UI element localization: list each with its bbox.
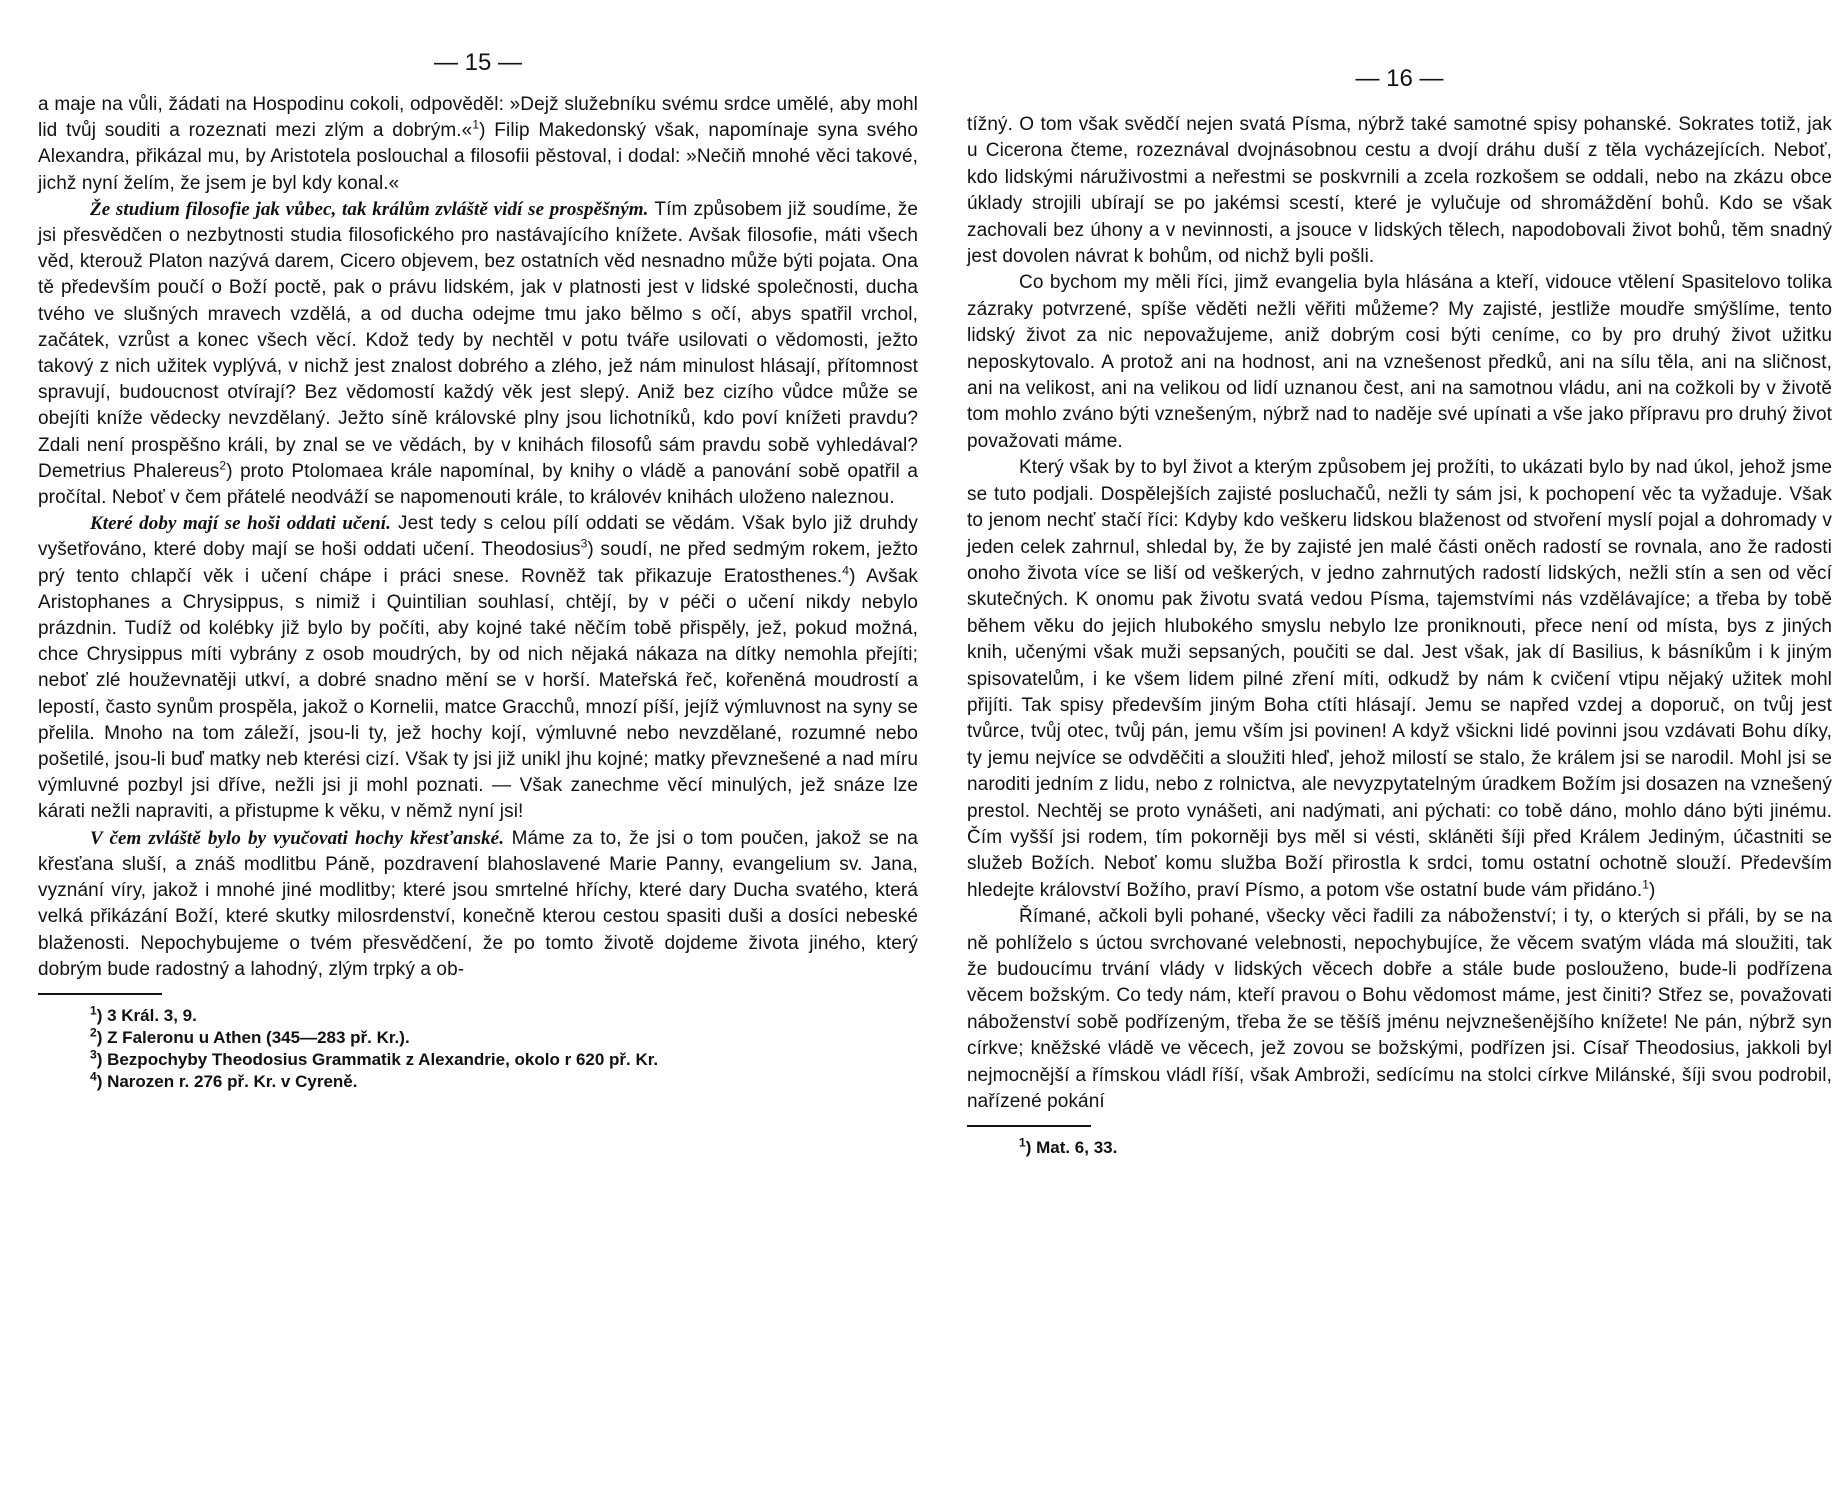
paragraph-text: Který však by to byl život a kterým způsobem jej prožíti, to ukázati bylo by nad úkol, jehož jsme se tuto podjali. Dospělejších zajisté posluchačů, nežli ty sám jsi, k pochopení věc ta vyžaduje. Však to jenom nechť stačí říci: Kdyby kdo veškeru lidskou blaženost od stvoření myslí pojal a dohromady v jeden celek zahrnul, shledal by, že by zajisté jen malé části oněch radostí se rovnala, ano že radosti onoho života více se liší od veškerých, v jedno zahrnutých radostí lidských, nežli stín a sen od věcí skutečných. K onomu pak životu svatá vedou Písma, tajemstvími nás vzdělávajíce; a třeba by tobě během věku do jejich hlubokého smyslu nebylo lze proniknouti, přece není od místa, bys z jiných knih, učenými však muži sepsaných, poučiti se dal. Jest však, jak dí Basilius, k básníkům i k jiným spisovatelům, i ke všem lidem pilné zření míti, odkudž by nám k cvičení vtipu nějaký užitek mohl přijíti. Tak spisy především jiným Boha ctíti hlásají. Jemu se napřed vzdej a doporuč, on tvůj jest tvůrce, tvůj otec, tvůj pán, jemu vším jsi povinen! A když všickni lidé povinni jsou vzdávati Bohu díky, ty jemu nejvíce se odvděčiti a sloužiti hleď, jehož milostí se stalo, že králem jsi se narodil. Mohl jsi se naroditi jedním z lidu, nebo z rolnictva, ale nevyzpytatelným úradkem Božím jsi dosazen na vznešený prestol. Nechtěj se proto vynášeti, ani nadýmati, ani pýchati: co tobě dáno, mohlo dáno býti jinému. Čím vyšší jsi rodem, tím pokorněji bys měl si vésti, skláněti šíji před Králem Jediným, účastniti se služeb Božích. Neboť komu služba Boží přirostla k srdci, tomu ostatní ochotně slouží. Především hledejte království Božího, praví Písmo, a potom vše ostatní bude vám přidáno. xyxy=(967,457,1832,901)
footnote-ref: 1 xyxy=(1642,877,1650,892)
footnote xyxy=(90,1005,918,1027)
paragraph-text: Máme za to, že jsi o tom poučen, jakož se na křesťana sluší, a znáš modlitbu Páně, pozdravení blahoslavené Marie Panny, evangelium sv. Jana, vyznání víry, jakož i mnohé jiné modlitby; které jsou smrtelné hříchy, které dary Ducha svatého, která velká přikázání Boží, které skutky milosrdenství, konečně kterou cestou spasiti duši a dosíci nebeské blaženosti. Nepochybujeme o tvém přesvědčení, že po tomto životě dojdeme života jiného, který dobrým bude radostný a lahodný, zlým trpký a ob- xyxy=(38,827,918,980)
paragraph xyxy=(38,826,918,983)
footnote xyxy=(90,1071,918,1093)
paragraph-text: ) proto Ptolomaea krále napomínal, by knihy o vládě a panování sobě opatřil a pročítal. Neboť v čem přátelé neodváží se napomenouti krále, to královév knihách uloženo naleznou. xyxy=(38,460,919,509)
paragraph-text: ) Avšak Aristophanes a Chrysippus, s nimiž i Quintilian souhlasí, chtějí, by v péči o učení nikdy nebylo prázdnin. Tudíž od kolébky již bylo by počíti, aby kojné také něčím tobě přispěly, jež, pokud možná, chce Chrysippus míti vybrány z osob moudrých, by od nich nějaká nákaza na dítky nemohla přejíti; neboť zlé houževnatěji utkví, a dobré snadno mění se v horší. Mateřská řeč, kořeněná moudrostí a lepostí, často synům prospěla, jakož o Kornelii, matce Gracchů, mnozí píší, jejíž výmluvnost na syny se přelila. Mnoho na tom záleží, jsou-li ty, jež hochy kojí, výmluvné nebo nevzdělané, rozumné nebo pošetilé, jsou-li buď matky neb kterési cizí. Však ty jsi již unikl jhu kojné; matky převznešené a nad míru výmluvné pozbyl jsi dříve, nežli jsi ji mohl poznati. — Však zanechme věcí minulých, jež snáze lze kárati nežli napraviti, a přistupme k věku, v němž nyní jsi! xyxy=(38,565,919,823)
footnote-ref: 1 xyxy=(472,117,480,132)
footnote-text: ) Narozen r. 276 př. Kr. v Cyreně. xyxy=(96,1071,358,1091)
paragraph-text: a maje na vůli, žádati na Hospodinu cokoli, odpověděl: »Dejž služebníku svému srdce umělé, aby mohl lid tvůj souditi a rozeznati mezi zlým a dobrým.« xyxy=(38,94,918,142)
footnote-mark: 1 xyxy=(1019,1135,1026,1150)
section-heading: V čem zvláště bylo by vyučovati hochy křesťanské. xyxy=(90,827,505,849)
paragraph-text: Tím způsobem již soudíme, že jsi přesvědčen o nezbytnosti studia filosofického pro nastávajícího knížete. Avšak filosofie, máti všech věd, kterouž Platon nazývá darem, Cicero objevem, bez ostatních věd nesnadno může býti pojata. Ona tě především poučí o Boží poctě, pak o právu lidském, jak v platnosti jest v lidské společnosti, ducha tvého ve slušných mravech vzdělá, a od ducha odejme tmu jako bělmo s očí, abys spatřil vrchol, začátek, vzrůst a konec všech věcí. Kdož tedy by nechtěl v potu tváře usilovati o vědomosti, ježto takový z nich užitek vyplývá, v nichž jest znalost dobrého a zlého, jež nám minulost hlásají, přítomnost spravují, budoucnost otvírají? Bez vědomostí každý věk jest slepý. Aniž bez cizího vůdce může se obejíti kníže vědecky nevzdělaný. Ježto síně královské plny jsou lichotníků, kdo poví knížeti pravdu? Zdali není prospěšno králi, by znal se ve vědách, by v knihách filosofů sám pravdu sobě vyhledával? Demetrius Phalereus xyxy=(38,198,918,482)
footnote-mark: 2 xyxy=(90,1025,97,1040)
footnote-text: ) Bezpochyby Theodosius Grammatik z Alexandrie, okolo r 620 př. Kr. xyxy=(96,1049,659,1069)
footnote-text: ) Mat. 6, 33. xyxy=(1025,1138,1118,1158)
footnote-text: ) Z Faleronu u Athen (345—283 př. Kr.). xyxy=(96,1027,410,1047)
paragraph-text: ) Filip Makedonský však, napomínaje syna svého Alexandra, přikázal mu, by Aristotela poslouchal a filosofii pěstoval, i dodal: »Nečiň mnohé věci takové, jichž nyní želím, že jsem je byl kdy konal.« xyxy=(38,120,918,194)
footnote xyxy=(90,1049,918,1071)
footnote-ref: 3 xyxy=(580,537,588,552)
paragraph: Římané, ačkoli byli pohané, všecky věci řadili za náboženství; i ty, o kterých si přáli, by se na ně pohlíželo s úctou svrchované velebnosti, nepochybujíce, že věcem svatým vláda má sloužiti, tak že budoucímu trvání vlády v lidských věcech dobře a stále bude poslouženo, bude-li podřízena věcem božským. Co tedy nám, kteří pravou o Bohu vědomost máme, jest činiti? Střez se, považovati náboženství sobě podřízeným, třeba že se těšíš jménu nejvznešenějšího knížete! Ne pán, nýbrž syn církve; kněžské vládě ve věcech, jež zovou se božskými, podřízen jsi. Císař Theodosius, jakkoli byl nejmocnější a římskou vládl říší, však Ambroži, sedícímu na stolci církve Milánské, šíji svou podrobil, nařízené pokání xyxy=(967,906,1832,1113)
footnote-text: ) 3 Král. 3, 9. xyxy=(96,1005,197,1025)
footnotes xyxy=(38,1005,918,1093)
left-page xyxy=(38,0,918,1093)
section-heading: Které doby mají se hoši oddati učení. xyxy=(90,513,391,535)
footnote xyxy=(90,1027,918,1049)
section-heading: Že studium filosofie jak vůbec, tak králům zvláště vidí se prospěšným. xyxy=(90,198,649,220)
footnote-mark: 1 xyxy=(90,1003,97,1018)
right-page xyxy=(967,0,1832,1159)
paragraph xyxy=(38,197,918,511)
footnote xyxy=(1019,1137,1832,1159)
footnotes xyxy=(967,1137,1832,1159)
paragraph: Co bychom my měli říci, jimž evangelia byla hlásána a kteří, vidouce vtělení Spasitelovo tolika zázraky potvrzené, spíše věděti nežli věřiti můžeme? My zajisté, jestliže moudře smýšlíme, tento lidský život za nic nepovažujeme, aniž dobrým cosi býti ceníme, co by pro druhý život užitku neposkytovalo. A protož ani na hodnost, ani na vznešenost předků, ani na sílu těla, ani na sličnost, ani na velikost, ani na velikou od lidí uznanou čest, ani na samotnou vládu, ani na cožkoli by v životě tom mohlo zváno býti vznešeným, nýbrž nad to naděje své upínati a vše jako přípravu pro druhý život považovati máme. xyxy=(967,272,1832,452)
footnote-mark: 4 xyxy=(90,1069,97,1084)
paragraph xyxy=(967,455,1832,904)
page-body xyxy=(967,112,1832,1115)
paragraph: tížný. O tom však svědčí nejen svatá Písma, nýbrž také samotné spisy pohanské. Sokrates totiž, jak u Cicerona čteme, rozeznával dvojnásobnou cestu a dvojí dráhu duší z těla vycházejících. Neboť, kdo lidskými náruživostmi a neřestmi se poskvrnili a zcela rozkošem se oddali, nebo na zkázu obce úklady strojili ubírají se po jakémsi scestí, které je vylučuje od shromáždění bohů. Kdo se však zachovali bez úhony a v nevinnosti, a jsouce v lidských tělech, napodobovali život bohů, těm snadný jest dovolen návrat k bohům, od nichž byli pošli. xyxy=(967,114,1832,268)
paragraph xyxy=(38,511,918,825)
page-number: — 16 — xyxy=(1355,65,1444,92)
paragraph-text: ) soudí, ne před sedmým rokem, ježto prý tento chlapčí věk i učení chápe i práci snese. Rovněž tak přikazuje Eratosthenes. xyxy=(38,539,919,587)
paragraph xyxy=(38,92,918,197)
page-body xyxy=(38,92,918,983)
footnote-divider xyxy=(967,1125,1091,1127)
paragraph-text: Jest tedy s celou pílí oddati se vědám. Však bylo již druhdy vyšetřováno, které doby mají se hoši oddati učení. Theodosius xyxy=(38,513,918,561)
page-number: — 15 — xyxy=(433,49,523,76)
footnote-mark: 3 xyxy=(90,1047,97,1062)
footnote-ref: 4 xyxy=(842,563,850,578)
footnote-divider xyxy=(38,993,162,995)
footnote-ref: 2 xyxy=(219,458,227,473)
paragraph-text: ) xyxy=(1649,879,1656,901)
